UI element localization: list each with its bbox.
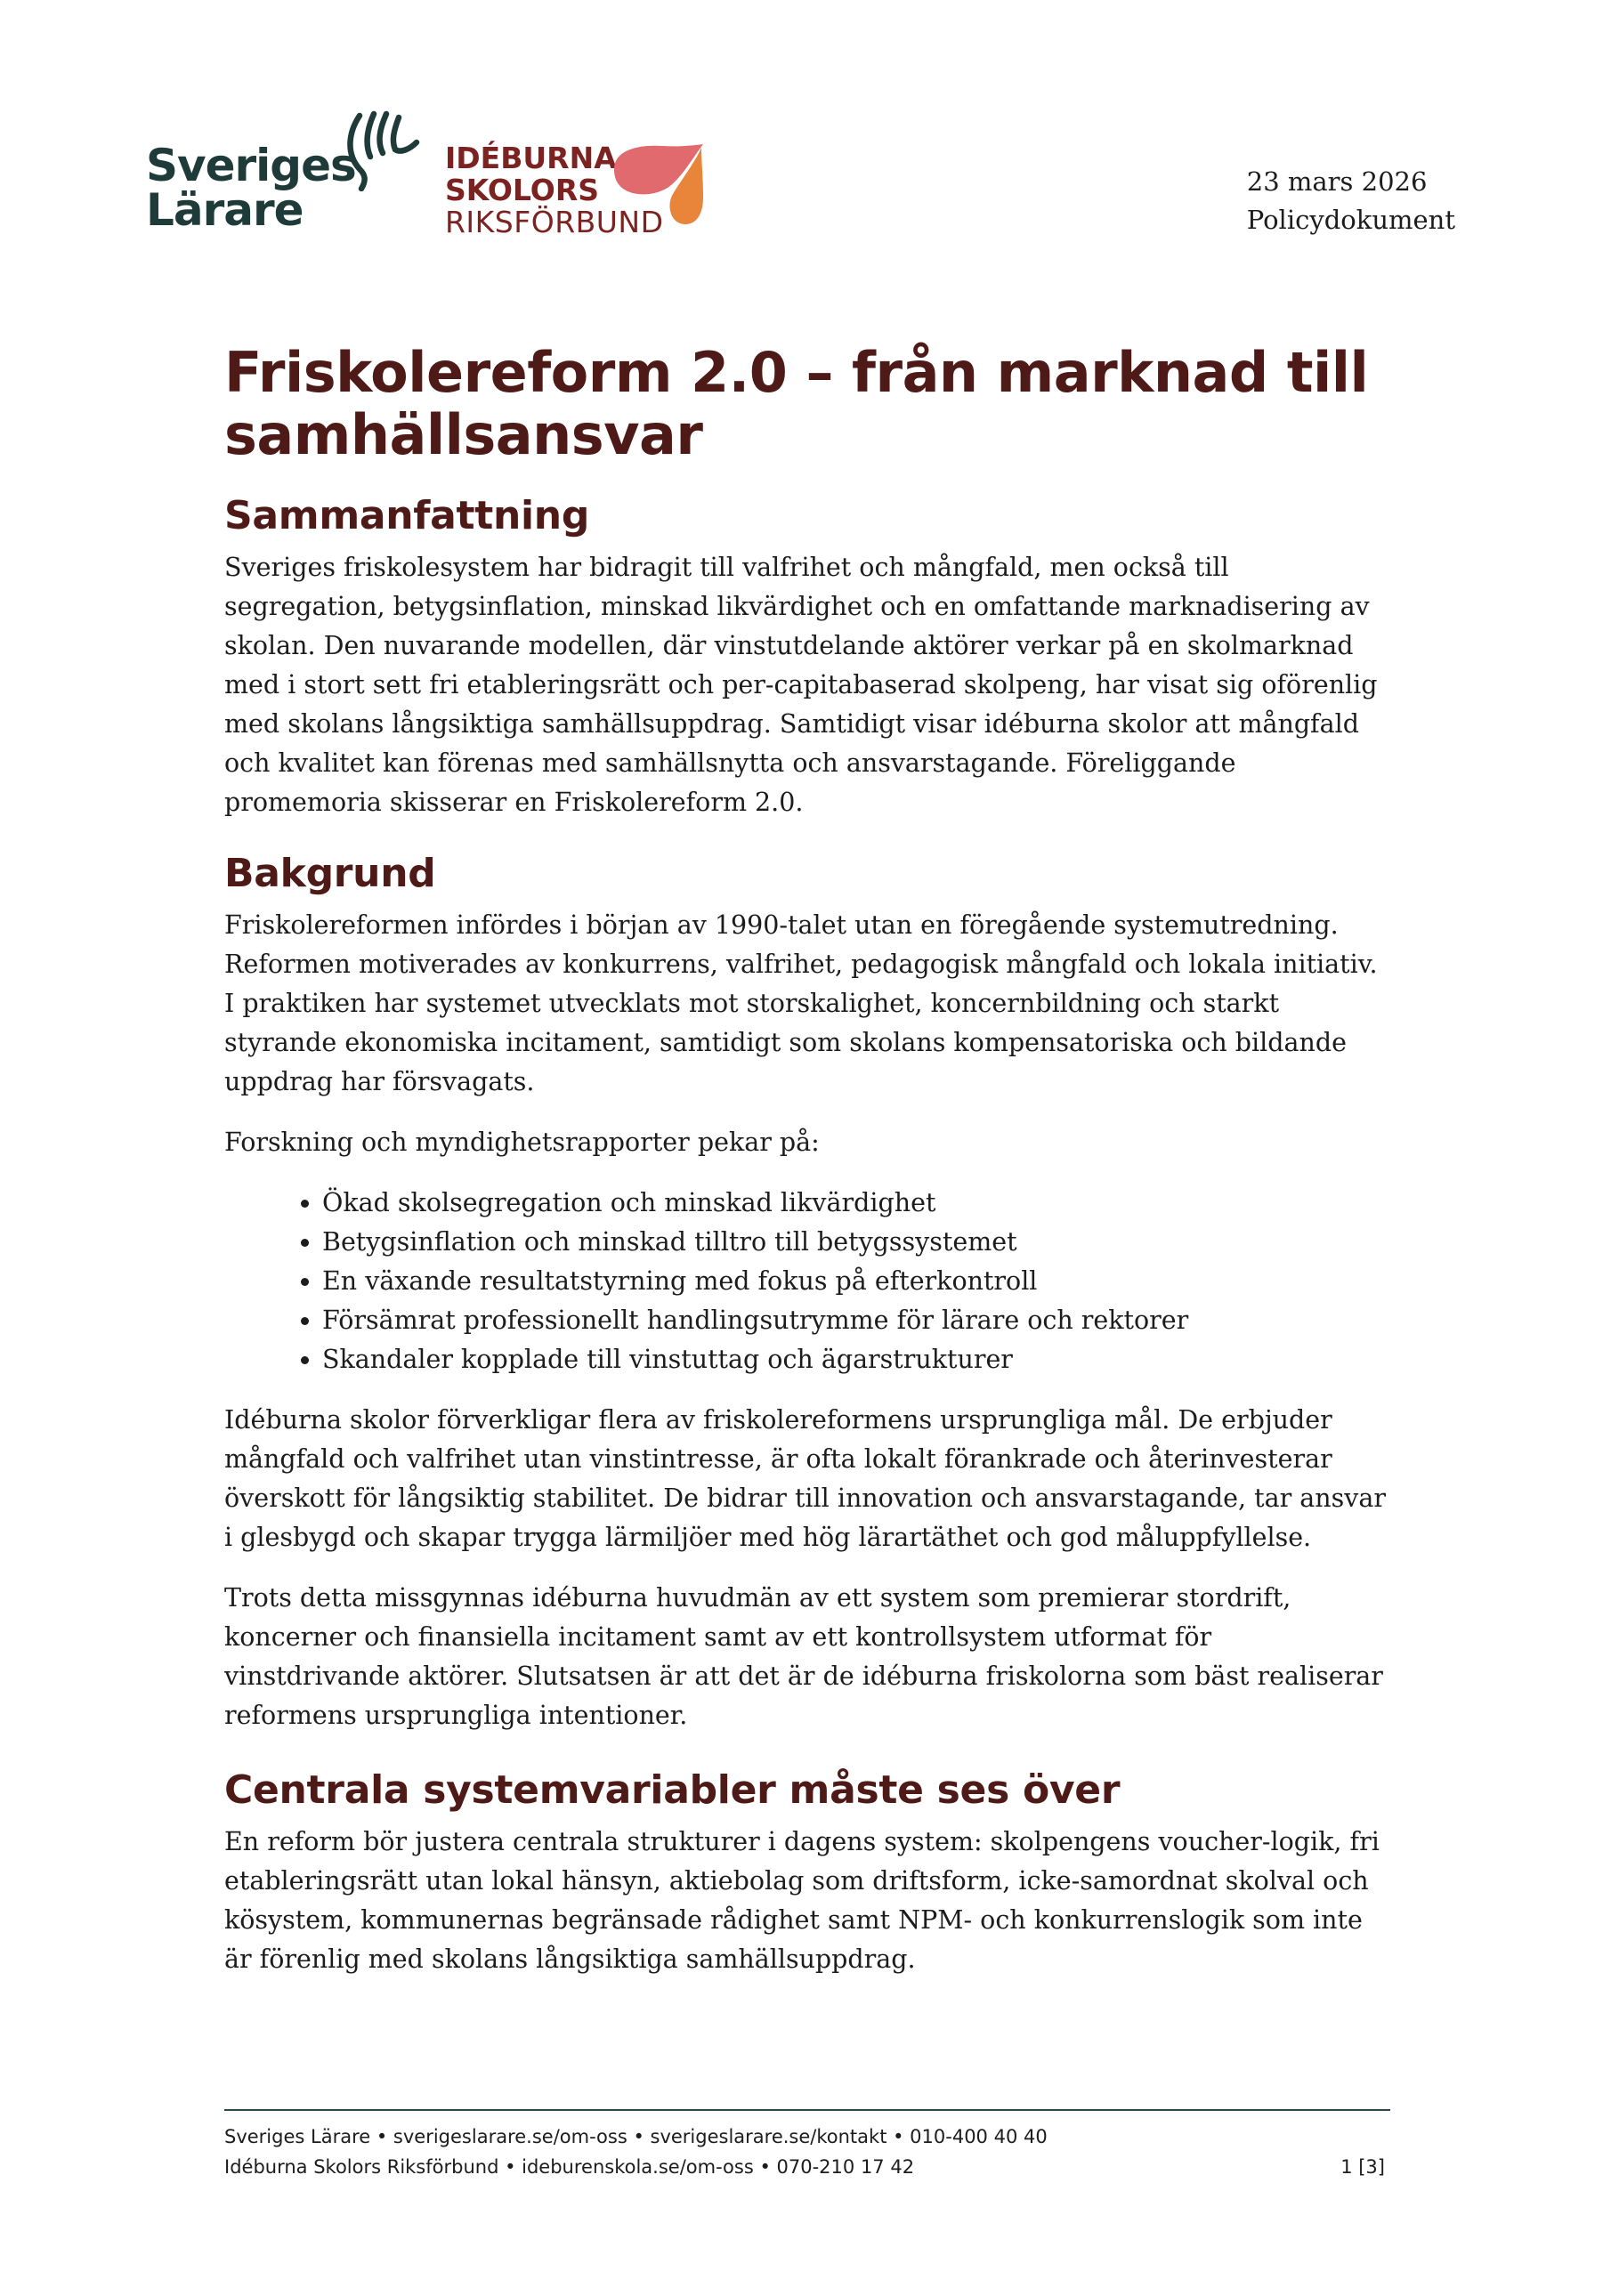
footer-line-sveriges-larare: Sveriges Lärare • sverigeslarare.se/om-oss • sverigeslarare.se/kontakt • 010-400 40 40: [224, 2126, 1048, 2147]
logo-text-ideburna: IDÉBURNA: [445, 141, 617, 175]
footer-line-ideburna: Idéburna Skolors Riksförbund • ideburenskola.se/om-oss • 070-210 17 42: [224, 2156, 915, 2178]
heading-background: Bakgrund: [224, 851, 436, 896]
paragraph-background-3: Idéburna skolor förverkligar flera av friskolereformens ursprungliga mål. De erbjuder mångfald och valfrihet utan vinstintresse, är ofta lokalt förankrade och återinvesterar överskott för långsiktig stabilitet. De bidrar till innovation och ansvarstagande, tar ansvar i glesbygd och skapar trygga lärmiljöer med hög lärartäthet och god måluppfyllelse.: [224, 1405, 1386, 1552]
heading-variables: Centrala systemvariabler måste ses över: [224, 1767, 1121, 1813]
list-item: • En växande resultatstyrning med fokus på efterkontroll: [322, 1262, 1390, 1301]
logo-text-skolors: SKOLORS: [445, 173, 599, 207]
footer: [224, 2122, 1048, 2182]
logo-text-larare: Lärare: [146, 184, 304, 236]
drop-shapes-icon: [609, 142, 707, 231]
list-item: • Betygsinflation och minskad tilltro till betygssystemet: [322, 1223, 1390, 1262]
logo-text-sveriges: Sveriges: [146, 140, 356, 191]
heading-summary: Sammanfattning: [224, 493, 590, 538]
list-item: • Skandaler kopplade till vinstuttag och ägarstrukturer: [322, 1340, 1390, 1379]
list-item: • Ökad skolsegregation och minskad likvärdighet: [322, 1184, 1390, 1223]
document-title: Friskolereform 2.0 – från marknad till samhällsansvar: [224, 340, 1369, 467]
list-item: • Försämrat professionellt handlingsutrymme för lärare och rektorer: [322, 1301, 1390, 1340]
bullet-list: [224, 1184, 1390, 1379]
sveriges-larare-logo: [142, 107, 418, 240]
document-date: 23 mars 2026: [1246, 166, 1428, 197]
document-type: Policydokument: [1246, 205, 1455, 235]
paragraph-background-1: Friskolereformen infördes i början av 1990-talet utan en föregående systemutredning. Reformen motiverades av konkurrens, valfrihet, pedagogisk mångfald och lokala initiativ. I praktiken har systemet utvecklats mot storskalighet, koncernbildning och starkt styrande ekonomiska incitament, samtidigt som skolans kompensatoriska och bildande uppdrag har försvagats.: [224, 910, 1378, 1096]
paragraph-background-2: Forskning och myndighetsrapporter pekar på:: [224, 1128, 820, 1157]
logo-text-riksforbund: RIKSFÖRBUND: [445, 205, 664, 239]
page-number: 1 [3]: [1340, 2156, 1385, 2178]
main-content: [224, 342, 1390, 1979]
paragraph-background-4: Trots detta missgynnas idéburna huvudmän av ett system som premierar stordrift, koncerner och finansiella incitament samt av ett kontrollsystem utformat för vinstdrivande aktörer. Slutsatsen är att det är de idéburna friskolorna som bäst realiserar reformens ursprungliga intentioner.: [224, 1583, 1383, 1730]
paragraph-summary: Sveriges friskolesystem har bidragit till valfrihet och mångfald, men också till segregation, betygsinflation, minskad likvärdighet och en omfattande marknadisering av skolan. Den nuvarande modellen, där vinstutdelande aktörer verkar på en skolmarknad med i stort sett fri etableringsrätt och per-capitabaserad skolpeng, har visat sig oförenlig med skolans långsiktiga samhällsuppdrag. Samtidigt visar idéburna skolor att mångfald och kvalitet kan förenas med samhällsnytta och ansvarstagande. Föreliggande promemoria skisserar en Friskolereform 2.0.: [224, 553, 1378, 817]
ideburna-skolors-logo: [445, 142, 712, 240]
footer-divider: [224, 2109, 1390, 2111]
paragraph-variables: En reform bör justera centrala strukturer i dagens system: skolpengens voucher-logik, fri etableringsrätt utan lokal hänsyn, aktiebolag som driftsform, icke-samordnat skolval och kösystem, kommunernas begränsade rådighet samt NPM- och konkurrenslogik som inte är förenlig med skolans långsiktiga samhällsuppdrag.: [224, 1827, 1380, 1974]
document-meta: [1247, 163, 1455, 239]
